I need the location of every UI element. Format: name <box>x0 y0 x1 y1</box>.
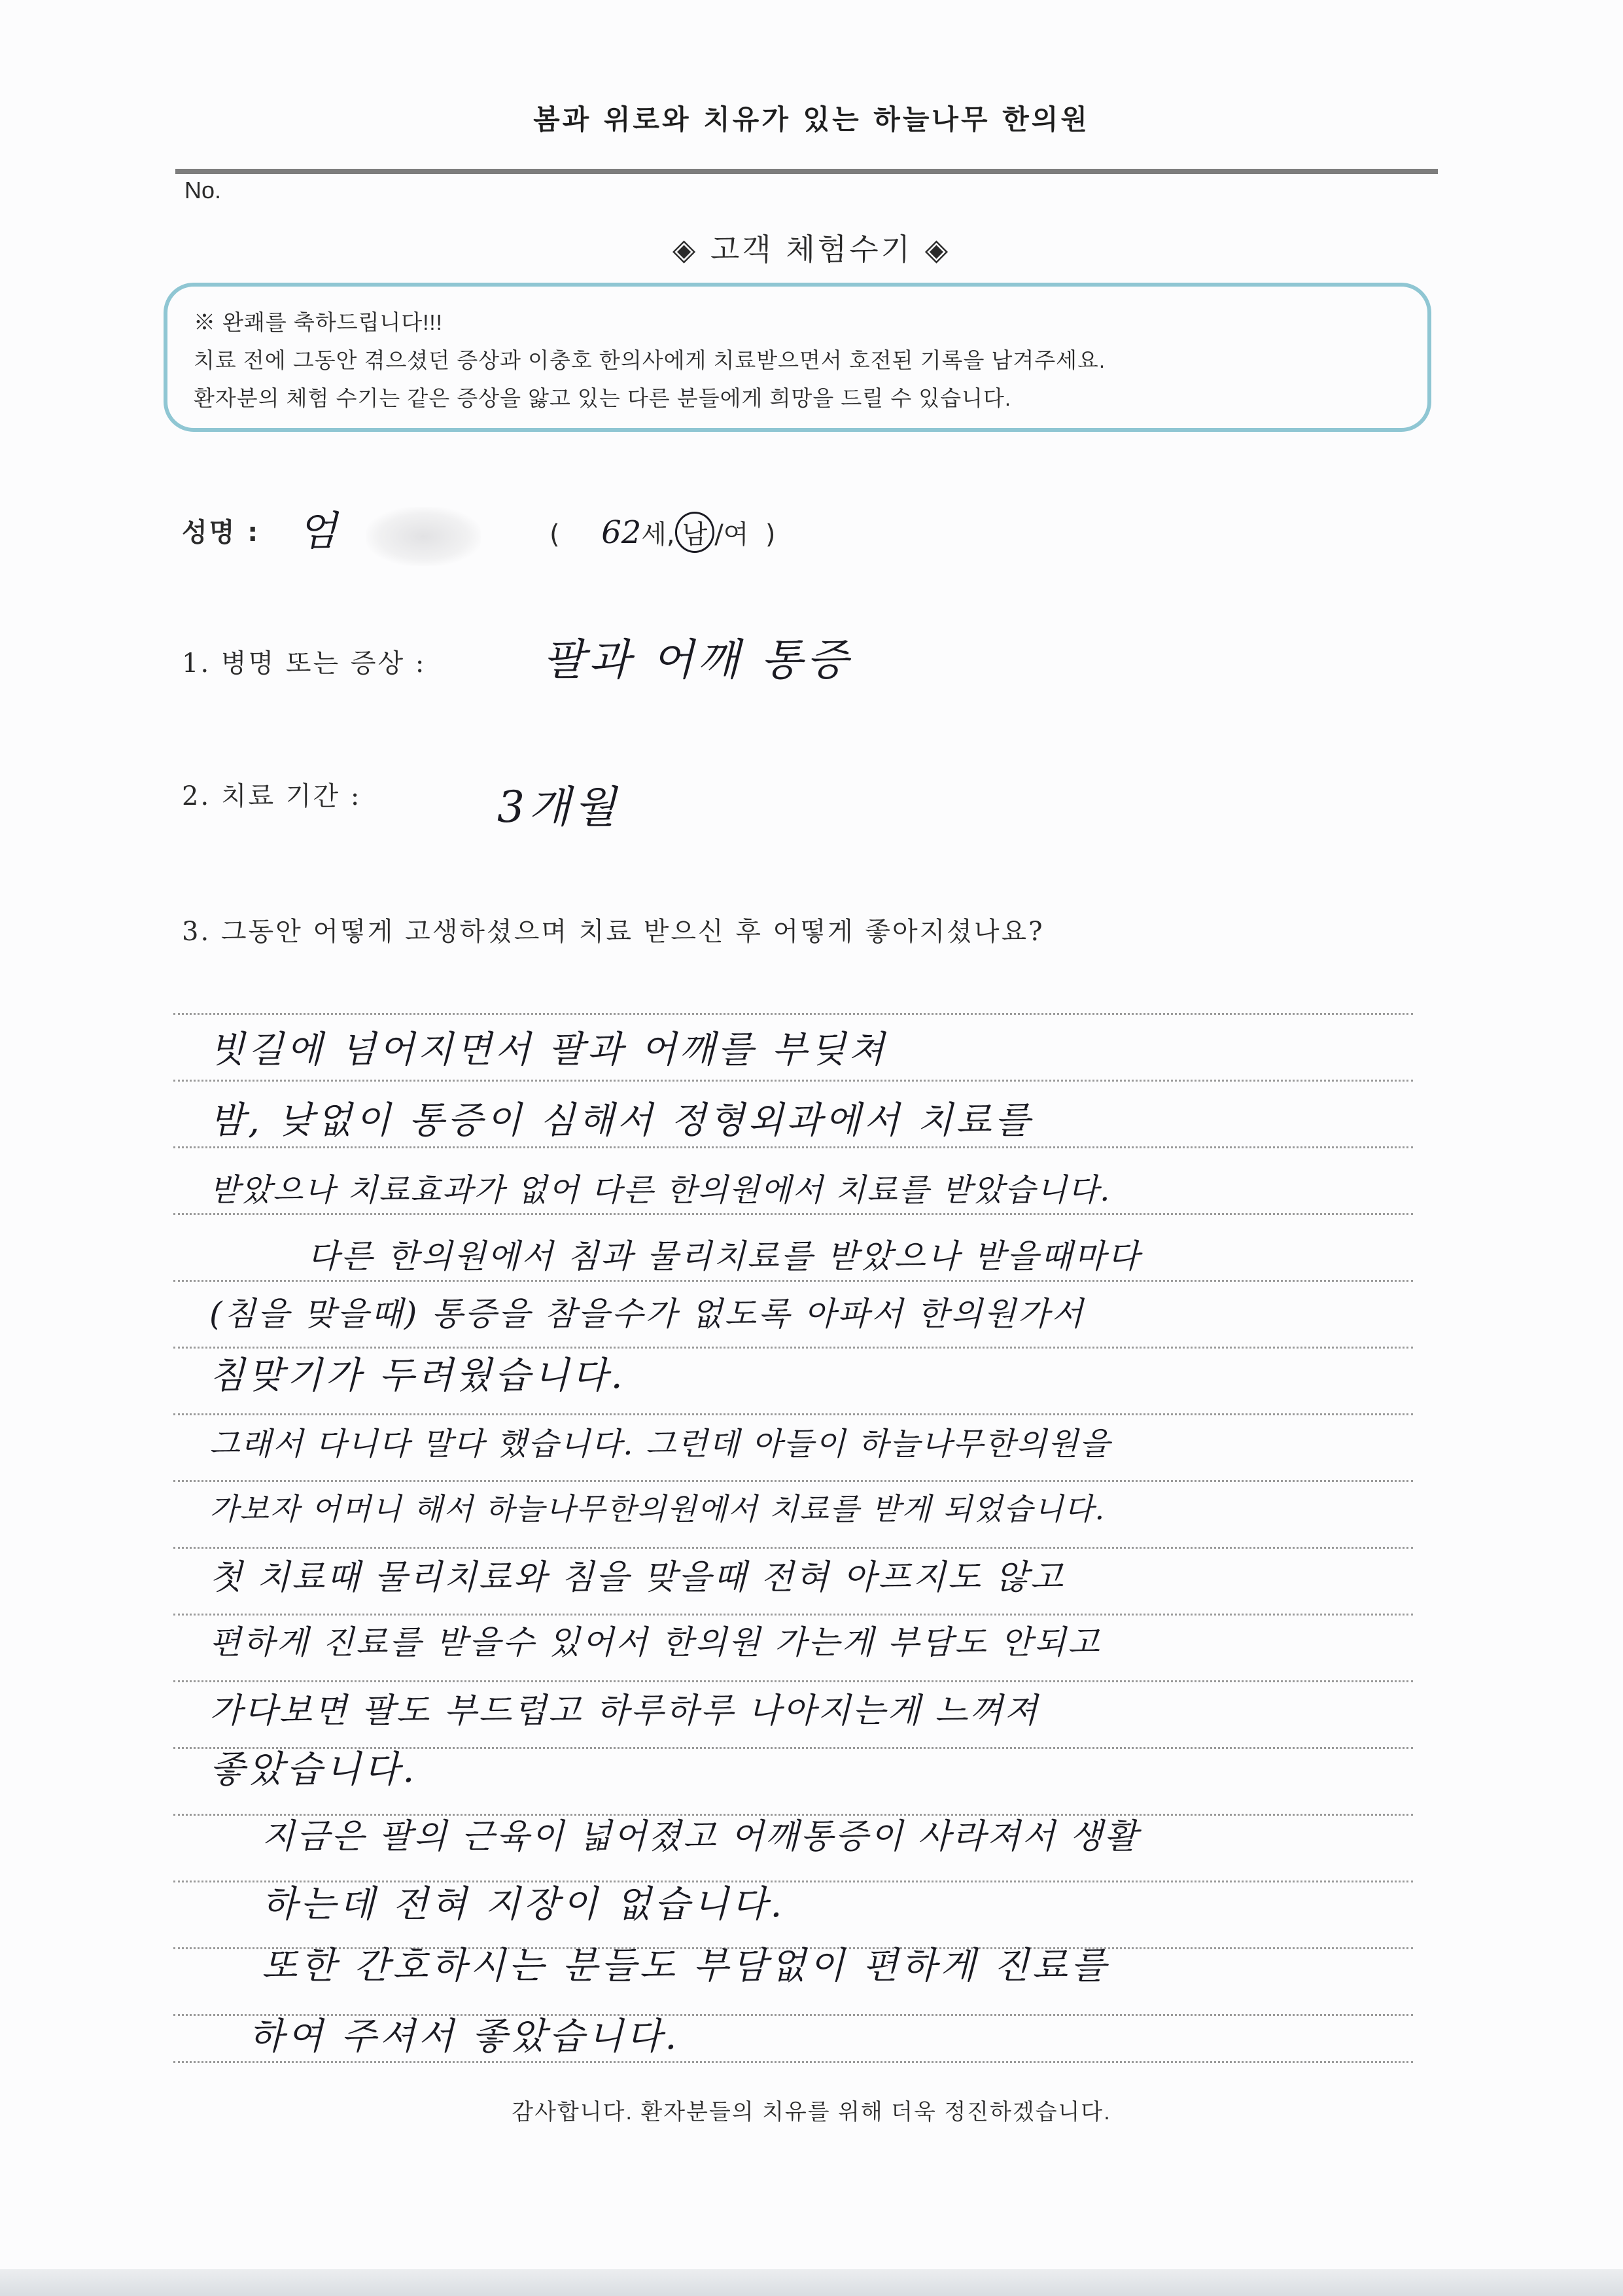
answer-line-6: 침맞기가 두려웠습니다. <box>209 1354 626 1397</box>
answer-line-12: 좋았습니다. <box>209 1748 418 1791</box>
ruled-line <box>173 1213 1413 1215</box>
question-1-answer-handwritten: 팔과 어깨 통증 <box>543 635 852 685</box>
header-divider <box>175 169 1438 174</box>
age-open-paren: ( <box>550 520 560 550</box>
question-2-label: 2. 치료 기간 : <box>182 781 362 811</box>
document-number-label: No. <box>184 177 222 203</box>
notice-box <box>164 283 1431 432</box>
name-value-handwritten: 엄 <box>298 507 337 555</box>
name-label: 성명 : <box>182 518 260 548</box>
age-close-paren: ) <box>765 520 776 550</box>
answer-line-1: 빗길에 넘어지면서 팔과 어깨를 부딪쳐 <box>209 1029 888 1071</box>
answer-line-16: 하여 주셔서 좋았습니다. <box>249 2015 680 2058</box>
name-redaction-blur <box>366 507 481 566</box>
form-title: ◈ 고객 체험수기 ◈ <box>672 232 951 267</box>
answer-line-8: 가보자 어머니 해서 하늘나무한의원에서 치료를 받게 되었습니다. <box>209 1491 1106 1527</box>
ruled-line <box>173 1614 1413 1616</box>
age-value-handwritten: 62 <box>601 514 642 551</box>
question-1-label: 1. 병명 또는 증상 : <box>182 648 427 679</box>
ruled-line <box>173 1146 1413 1148</box>
answer-line-13: 지금은 팔의 근육이 넓어졌고 어깨통증이 사라져서 생활 <box>262 1817 1140 1856</box>
answer-line-4: 다른 한의원에서 침과 물리치료를 받았으나 받을때마다 <box>307 1237 1142 1275</box>
notice-line-2: 치료 전에 그동안 겪으셨던 증상과 이충호 한의사에게 치료받으면서 호전된 기록을 남겨주세요. <box>194 348 1106 372</box>
notice-line-3: 환자분의 체험 수기는 같은 증상을 앓고 있는 다른 분들에게 희망을 드릴 수 있습니다. <box>194 386 1012 410</box>
answer-line-11: 가다보면 팔도 부드럽고 하루하루 나아지는게 느껴져 <box>209 1691 1039 1731</box>
ruled-line <box>173 1280 1413 1282</box>
ruled-line <box>173 1680 1413 1682</box>
answer-line-5: (침을 맞을때) 통증을 참을수가 없도록 아파서 한의원가서 <box>209 1295 1085 1333</box>
age-unit: 세, <box>641 520 675 550</box>
clinic-title: 봄과 위로와 치유가 있는 하늘나무 한의원 <box>533 103 1090 135</box>
question-3-label: 3. 그동안 어떻게 고생하셨으며 치료 받으신 후 어떻게 좋아지셨나요? <box>182 917 1045 947</box>
scan-bottom-edge <box>0 2269 1623 2296</box>
answer-line-10: 편하게 진료를 받을수 있어서 한의원 가는게 부담도 안되고 <box>209 1623 1102 1661</box>
answer-line-15: 또한 간호하시는 분들도 부담없이 편하게 진료를 <box>262 1945 1109 1987</box>
gender-male-circled: 남 <box>675 512 715 553</box>
gender-female-option: /여 <box>714 520 749 550</box>
answer-line-3: 받았으나 치료효과가 없어 다른 한의원에서 치료를 받았습니다. <box>209 1172 1111 1209</box>
footer-thanks: 감사합니다. 환자분들의 치유를 위해 더욱 정진하겠습니다. <box>512 2100 1111 2125</box>
answer-line-9: 첫 치료때 물리치료와 침을 맞을때 전혀 아프지도 않고 <box>209 1558 1065 1597</box>
question-2-answer-handwritten: 3개월 <box>497 782 620 832</box>
ruled-line <box>173 1080 1413 1082</box>
ruled-line <box>173 1013 1413 1015</box>
ruled-line <box>173 1547 1413 1549</box>
answer-line-2: 밤, 낮없이 통증이 심해서 정형외과에서 치료를 <box>209 1099 1034 1142</box>
ruled-line <box>173 2061 1413 2063</box>
notice-line-1: ※ 완쾌를 축하드립니다!!! <box>194 310 443 334</box>
ruled-line <box>173 1413 1413 1415</box>
age-gender-field <box>550 512 775 553</box>
answer-line-14: 하는데 전혀 지장이 없습니다. <box>262 1883 786 1926</box>
answer-line-7: 그래서 다니다 말다 했습니다. 그런데 아들이 하늘나무한의원을 <box>209 1426 1111 1462</box>
ruled-line <box>173 1480 1413 1482</box>
